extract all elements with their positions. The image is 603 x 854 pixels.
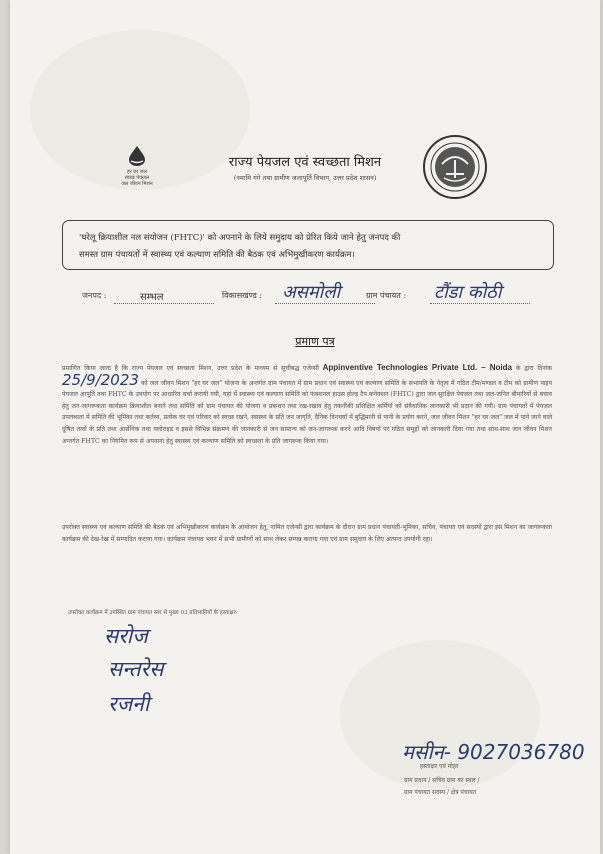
block-label: विकासखण्ड : — [222, 291, 263, 300]
handwritten-date: 25/9/2023 — [62, 370, 139, 389]
program-title-line2: समस्त ग्राम पंचायतों में स्वास्थ्य एवं कल्याण समिति की बैठक एवं अभिमुखीकरण कार्यक्रम। — [79, 250, 355, 260]
certificate-paragraph-2: उपरोक्त स्वास्थ्य एवं कल्याण समिति की बैठक एवं अभिमुखीकरण कार्यक्रम के आयोजन हेतु, नामित एजेन्सी द्वारा कार्यक्रम के दौरान ग्राम प्रधान पंचायती-भूमिका, सचिव, पंचायत एवं सदस्यों द्वारा इस मिशन का जागरूकता कार्यक्रम की देख-रेख में सम्पादित कराया गया। कार्यक्रम पंचायत भवन में सभी ग्रामीणों को साथ लेकर सम्पन्न कराया गया एवं ग्राम समुदाय के लिए अत्यन्त उपयोगी रहा। — [62, 524, 552, 543]
water-drop-icon — [124, 145, 150, 167]
signature-stamp-label: हस्ताक्षर एवं मोहर — [420, 763, 459, 770]
certificate-title: प्रमाण पत्र — [295, 335, 335, 348]
panchayat-label: ग्राम पंचायत : — [366, 291, 407, 300]
district-label: जनपद : — [82, 291, 107, 300]
signatory-role-1: ग्राम प्रधान / सचिव ग्राम का स्थल / — [404, 777, 480, 784]
signatory-handwriting: मसीन- 9027036780 — [402, 740, 585, 764]
signatory-role-2: ग्राम पंचायत सदस्य / क्षेत्र पंचायत — [404, 789, 477, 796]
certificate-page — [10, 0, 600, 854]
jal-jeevan-logo — [114, 145, 160, 187]
certificate-paragraph-1 — [62, 362, 552, 447]
panchayat-value: टौंडा कोठी — [434, 282, 502, 303]
participant-signature-2: सन्तरेस — [108, 657, 164, 681]
logo-caption: हर घर जल स्वच्छ पेयजल जल जीवन मिशन — [121, 169, 153, 187]
district-line — [114, 302, 214, 304]
participant-signature-1: सरोज — [104, 624, 148, 648]
para1-date-label: के द्वारा दिनांक — [515, 365, 553, 372]
block-value: असमोली — [282, 282, 341, 303]
participant-signature-3: रजनी — [108, 692, 150, 716]
program-title-box — [62, 220, 554, 270]
para1-intro: प्रमाणित किया जाता है कि राज्य पेयजल एवं स्वच्छता मिशन, उत्तर प्रदेश के माध्यम से सूचीबद्ध एजेन्सी — [62, 365, 319, 372]
district-value: सम्भल — [140, 292, 164, 303]
para1-body: को जल जीवन मिशन "हर घर जल" योजना के अन्तर्गत ग्राम पंचायत में ग्राम प्रधान एवं स्वास्थ्य एवं कल्याण समिति के सभापति के नेतृत्व में गठित टीम/मण्डल व टीम को ग्रामीण पाइप पेयजल आपूर्ति तथा FHTC के उपयोग पर आधारित चर्चा करायी गयी, यहां में स्वास्थ्य एवं कल्याण समिति को फंक्शनल हाउस होल्ड टैप कनेक्शन (FHTC) द्वारा जल सुरक्षित पेयजल तथा जल-जनित बीमारियों से बचाव हेतु जन-जागरूकता कार्यक्रम क्रियाशील बनाने तथा समिति को ग्राम पंचायत की योजना व प्रबन्धन तथा रख-रखाव हेतु तकनीकी प्रशिक्षित कर्मियों को संवैधानिक जानकारी भी प्रदान की गयी। ग्राम पंचायतों में पेयजल उपलब्धता में समिति की भूमिका तथा कर्तव्य, प्रत्येक घर एवं परिवार को स्वच्छ रखने, स्वास्थ्य के प्रति जन जागृति, दैनिक दिनचर्या में बुद्धिमानी से पानी के प्रयोग करने, जल जीवन मिशन "हर घर जल" जल में पाये जाने वाले दूषित तत्वों के प्रति तथा आर्सेनिक तथा फ्लोराइड व इससे विभिन्न संक्रमण की जानकारी से जन सामान्य को जन-जागरूक करने आदि विषयों पर गठित समूहों को जानकारी दिया गया तथा साथ-साथ जल जीवन मिशन अन्तर्गत FHTC का नियमित रूप से अपनाना हेतु स्वास्थ्य एवं कल्याण समिति को स्वच्छता के प्रति जागरूक किया गया। — [62, 379, 553, 445]
org-subtitle: (नमामि गंगे तथा ग्रामीण जलापूर्ति विभाग, उत्तर प्रदेश शासन) — [233, 174, 377, 182]
agency-name: Appinventive Technologies Private Ltd. – Noida — [322, 363, 512, 372]
up-government-seal-icon — [422, 134, 488, 200]
attendance-label: उपरोक्त कार्यक्रम में उपस्थित ग्राम पंचायत स्तर से मुख्य 03 प्रतिभागियों के हस्ताक्षर- — [68, 610, 238, 616]
program-title-line1: 'घरेलू क्रियाशील नल संयोजन (FHTC)' को अपनाने के लिये समुदाय को प्रेरित किये जाने हेतु जनपद की — [79, 233, 401, 243]
org-title: राज्य पेयजल एवं स्वच्छता मिशन — [228, 155, 382, 170]
